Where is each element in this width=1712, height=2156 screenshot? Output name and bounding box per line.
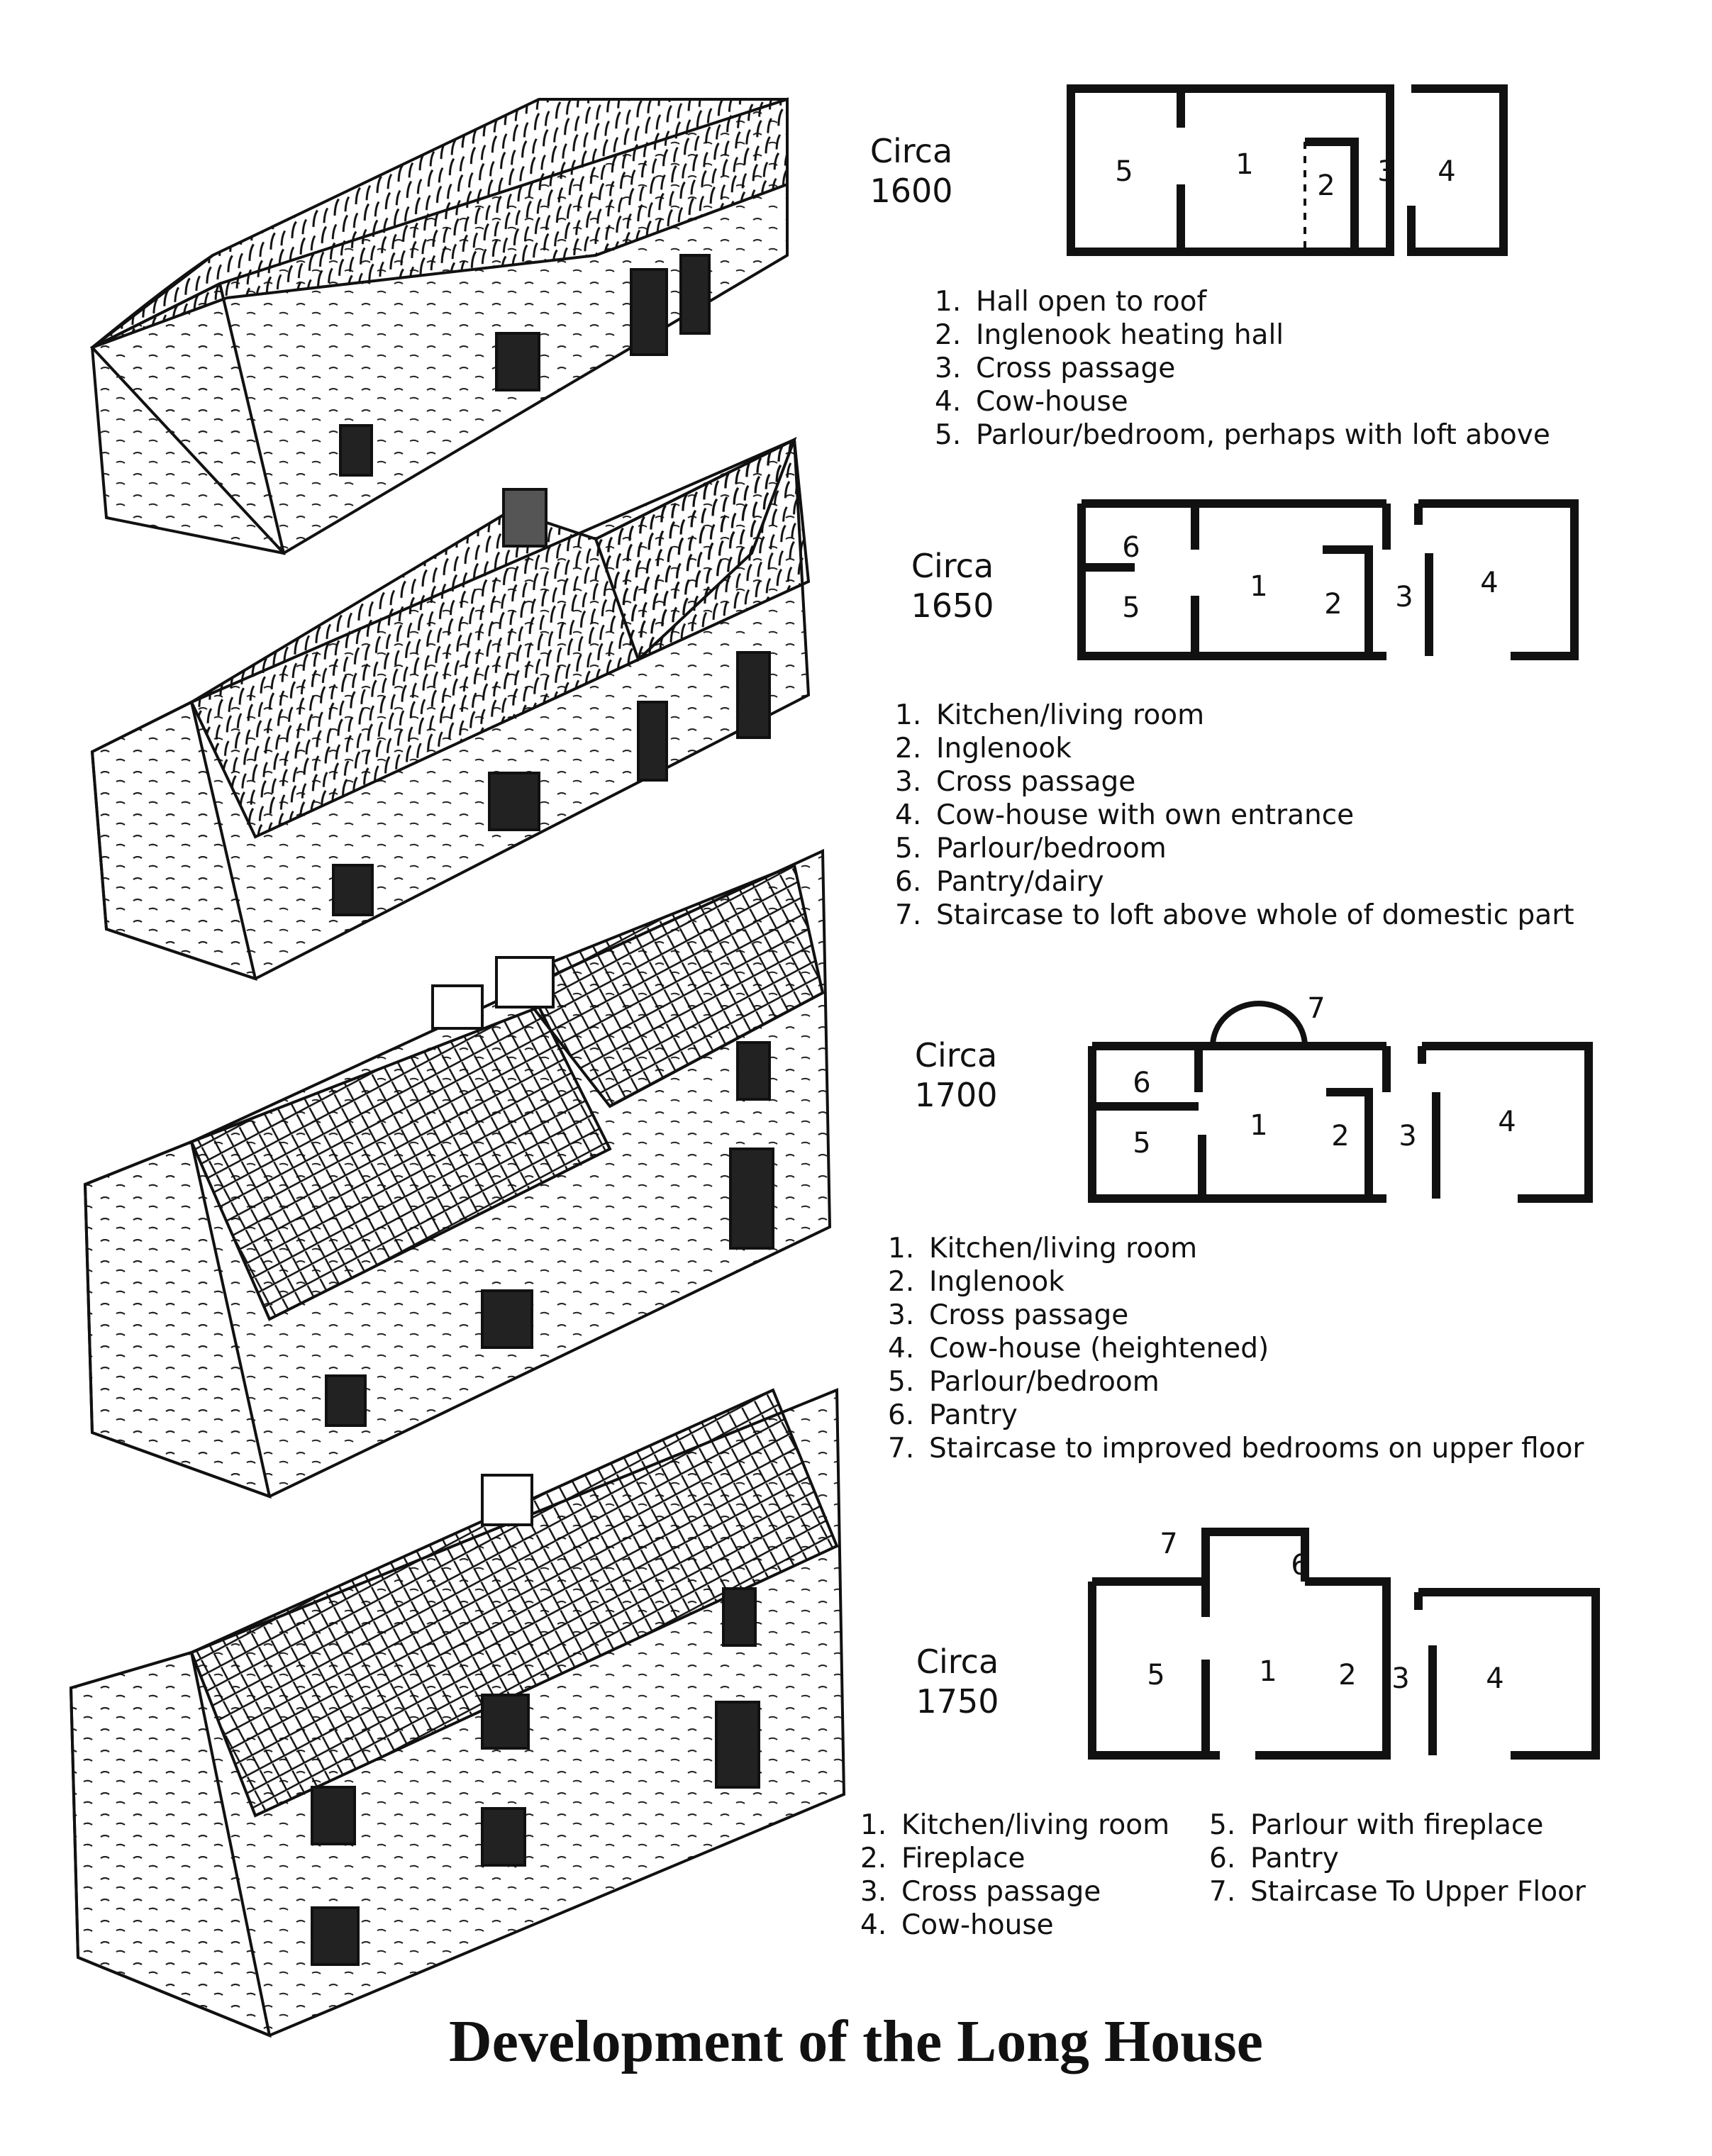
legend-item: 4. Cow-house with own entrance [895,799,1355,831]
legend-1600 [935,285,1550,452]
circa-word: Circa [914,1036,998,1074]
legend-1700 [888,1232,1584,1465]
legend-item: 4. Cow-house [935,386,1128,418]
floor-plan-1700 [1092,1004,1589,1199]
circa-1650-label [874,546,1030,626]
plan-1700-label-2: 2 [1331,1120,1350,1152]
circa-year: 1700 [914,1076,998,1114]
legend-item: 1. Kitchen/living room [860,1809,1170,1841]
plan-1650-label-3: 3 [1395,581,1413,613]
legend-item: 5. Parlour with fireplace [1209,1809,1544,1841]
legend-item: 4. Cow-house (heightened) [888,1333,1269,1365]
plan-1600-label-5: 5 [1115,155,1133,188]
legend-1750-left [860,1808,1169,1942]
legend-item: 5. Parlour/bedroom [888,1366,1160,1398]
legend-item: 3. Cross passage [860,1876,1101,1908]
plan-1750-label-4: 4 [1486,1662,1504,1695]
floor-plan-1750-labels [1147,1528,1503,1695]
circa-year: 1750 [916,1682,999,1721]
legend-item: 2. Fireplace [860,1843,1025,1874]
legend-1650 [895,699,1574,932]
legend-item: 2. Inglenook [888,1266,1065,1298]
floor-plan-1750 [1092,1532,1596,1755]
legend-1750-right [1209,1808,1586,1908]
legend-item: 7. Staircase To Upper Floor [1209,1876,1586,1908]
plan-1750-label-1: 1 [1259,1655,1277,1688]
legend-item: 3. Cross passage [935,352,1176,384]
plan-1600-label-2: 2 [1317,170,1335,202]
plan-1650-label-6: 6 [1122,531,1140,564]
legend-item: 5. Parlour/bedroom [895,833,1167,865]
plan-1750-label-3: 3 [1391,1662,1410,1695]
plan-1600-label-4: 4 [1438,155,1456,188]
circa-year: 1600 [869,172,953,210]
plan-1700-label-6: 6 [1133,1067,1151,1099]
plan-1750-label-2: 2 [1338,1659,1357,1691]
plan-1700-label-3: 3 [1399,1120,1417,1152]
floor-plan-1700-labels [1133,992,1516,1160]
legend-item: 3. Cross passage [895,766,1136,798]
house-1600-drawing [92,99,787,553]
plan-1700-label-1: 1 [1250,1109,1268,1142]
legend-item: 4. Cow-house [860,1909,1054,1941]
plan-1750-label-7: 7 [1160,1528,1178,1560]
plan-1650-label-2: 2 [1324,588,1343,621]
legend-item: 5. Parlour/bedroom, perhaps with loft above [935,419,1550,451]
plan-1650-label-5: 5 [1122,591,1140,624]
legend-item: 7. Staircase to improved bedrooms on upper floor [888,1433,1584,1465]
house-1750-drawing [71,1390,844,2035]
legend-item: 6. Pantry/dairy [895,866,1104,898]
circa-year: 1650 [911,587,994,625]
legend-item: 1. Hall open to roof [935,286,1207,318]
plan-1750-label-5: 5 [1147,1659,1165,1691]
plan-1700-label-5: 5 [1133,1127,1151,1160]
plan-1600-label-3: 3 [1377,155,1396,188]
circa-1750-label [879,1642,1035,1721]
legend-item: 7. Staircase to loft above whole of domestic part [895,899,1574,931]
floor-plan-1650 [1082,504,1574,656]
legend-item: 6. Pantry [888,1399,1018,1431]
legend-item: 3. Cross passage [888,1299,1129,1331]
legend-item: 2. Inglenook heating hall [935,319,1284,351]
plan-1700-label-7: 7 [1307,992,1325,1025]
plan-1750-label-6: 6 [1291,1549,1309,1582]
circa-1600-label [833,131,989,211]
circa-1700-label [878,1035,1034,1115]
floor-plan-1650-labels [1122,531,1498,624]
circa-word: Circa [911,547,994,585]
legend-item: 1. Kitchen/living room [888,1233,1198,1265]
plan-1600-label-1: 1 [1235,148,1254,181]
legend-item: 1. Kitchen/living room [895,699,1205,731]
legend-item: 2. Inglenook [895,733,1072,765]
floor-plan-1600-labels [1115,148,1455,202]
legend-item: 6. Pantry [1209,1843,1339,1874]
plan-1650-label-4: 4 [1480,567,1499,599]
circa-word: Circa [869,132,953,170]
plan-1650-label-1: 1 [1250,570,1268,603]
circa-word: Circa [916,1643,999,1681]
page-title: Development of the Long House [449,2008,1263,2074]
plan-1700-label-4: 4 [1498,1106,1516,1138]
